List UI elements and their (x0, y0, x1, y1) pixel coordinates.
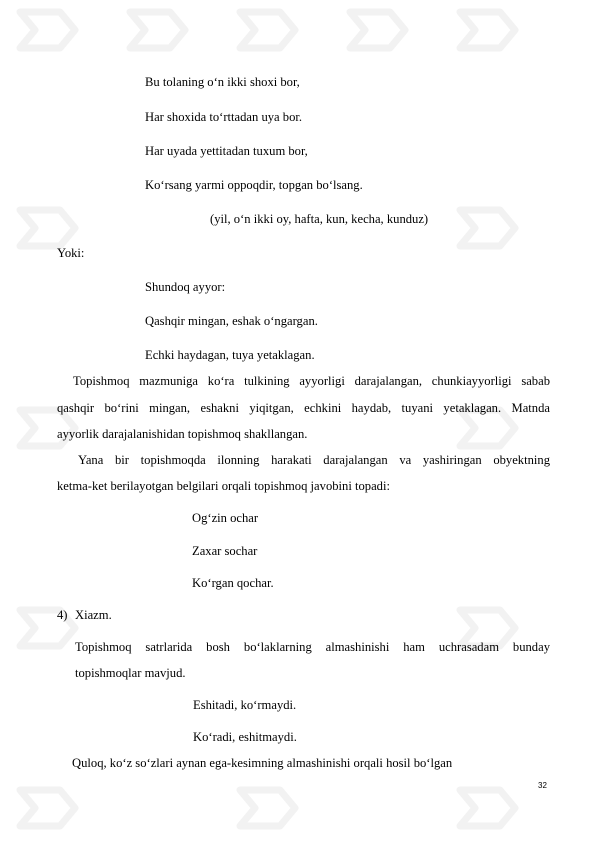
riddle-answer: (yil, o‘n ikki oy, hafta, kun, kecha, kunduz) (210, 212, 429, 226)
list-item-title: Xiazm. (75, 608, 112, 622)
paragraph-line: Topishmoq mazmuniga ko‘ra tulkining ayyorligi darajalangan, chunkiayyorligi sabab (73, 374, 550, 388)
paragraph-line: qashqir bo‘rini mingan, eshakni yiqitgan, echkini haydab, tuyani yetaklagan. Matnda (57, 401, 550, 415)
poem-line: Ko‘rsang yarmi oppoqdir, topgan bo‘lsang. (145, 178, 363, 192)
poem-line: Eshitadi, ko‘rmaydi. (193, 698, 297, 712)
poem-line: Ko‘rgan qochar. (192, 576, 274, 590)
paragraph-line: ayyorlik darajalanishidan topishmoq shakllangan. (57, 427, 308, 441)
paragraph-line: Yana bir topishmoqda ilonning harakati darajalangan va yashiringan obyektning (78, 453, 550, 467)
poem-line: Ko‘radi, eshitmaydi. (193, 730, 297, 744)
poem-line: Og‘zin ochar (192, 511, 259, 525)
paragraph-line: Topishmoq satrlarida bosh bo‘laklarning almashinishi ham uchrasadam bunday (75, 640, 550, 654)
poem-line: Echki haydagan, tuya yetaklagan. (145, 348, 315, 362)
yoki-label: Yoki: (57, 246, 85, 260)
poem-line: Shundoq ayyor: (145, 280, 226, 294)
poem-line: Har shoxida to‘rttadan uya bor. (145, 110, 303, 124)
poem-line: Bu tolaning o‘n ikki shoxi bor, (145, 75, 300, 89)
paragraph-line: Quloq, ko‘z so‘zlari aynan ega-kesimning almashinishi orqali hosil bo‘lgan (72, 756, 453, 770)
paragraph-line: ketma-ket berilayotgan belgilari orqali topishmoq javobini topadi: (57, 479, 390, 493)
list-item-number: 4) (57, 608, 68, 622)
poem-line: Qashqir mingan, eshak o‘ngargan. (145, 314, 318, 328)
poem-line: Zaxar sochar (192, 544, 258, 558)
poem-line: Har uyada yettitadan tuxum bor, (145, 144, 308, 158)
page-number: 32 (538, 781, 547, 790)
paragraph-line: topishmoqlar mavjud. (75, 666, 186, 680)
